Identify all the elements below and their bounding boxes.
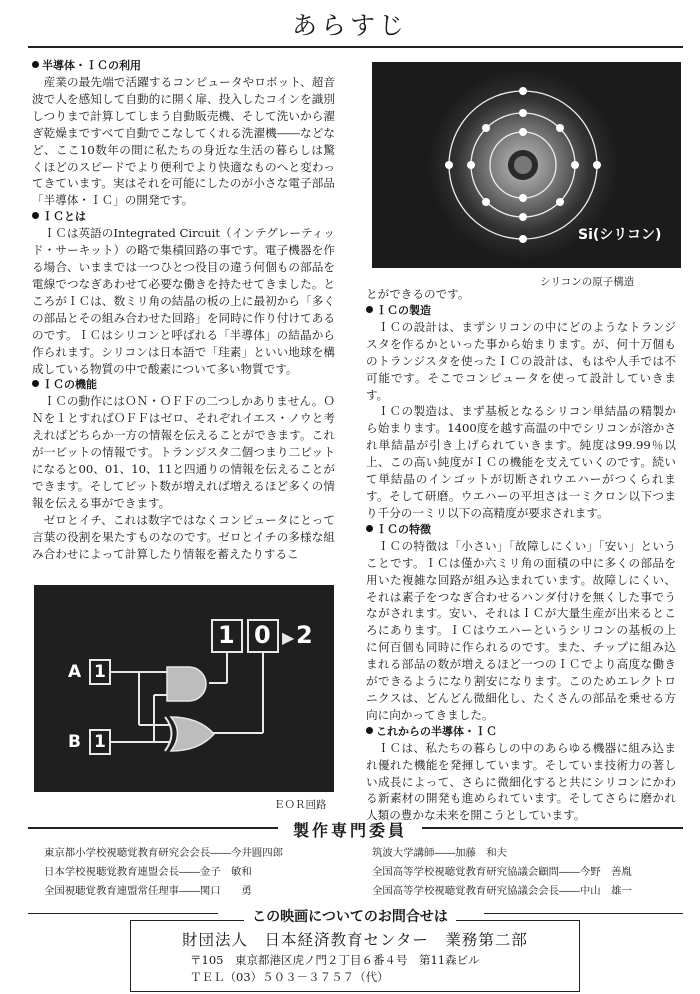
staff-name: 今野 善胤 — [579, 866, 632, 878]
section-heading — [32, 209, 335, 225]
body-paragraph: ＩＣの動作にはＯＮ・ＯＦＦの二つしかありません。ＯＮを１とすればＯＦＦはゼロ、それぞれイエス・ノウと考えればどちらか一方の情報を伝えることができます。これが一ビットの情報です。トランジスタ二個つまり二ビットになると00、01、10、11と四通りの情報を伝えることができます。そしてビット数が増えれば増えるほど多くの情報を伝える事ができます。 — [32, 394, 335, 510]
body-paragraph: 産業の最先端で活躍するコンピュータやロボット、超音波で人を感知して自動的に開く扉、投入したコインを識別しつりまで計算してしまう自動販売機、そして洗いから濯ぎ乾燥まですべて自動でこなしてくれる洗濯機――などなど、ここ10数年の間に私たちの身近な生活の暮らしは驚くほどのスピードでより便利でより快適なものへと変わってきています。実はそれを可能にしたのが小さな電子部品「半導体・ＩＣ」の開発です。 — [32, 75, 335, 208]
section-heading — [32, 58, 335, 74]
staff-name: 中山 雄一 — [579, 885, 632, 897]
circuit-caption: ＥＯＲ回路 — [274, 799, 327, 811]
staff-role: 筑波大学講師 — [372, 847, 435, 859]
staff-row: 全国高等学校視聴覚教育研究協議会会長――中山 雄一 — [372, 885, 632, 897]
body-paragraph: ゼロとイチ、これは数字ではなくコンピュータにとって言葉の役割を果たすものなのです。ゼロとイチの多様な組み合わせによって計算したり情報を蓄えたりするこ — [32, 512, 335, 561]
input-a-value: 1 — [94, 662, 106, 682]
staff-name: 今井圓四郎 — [231, 847, 283, 859]
output-carry: 1 — [218, 621, 235, 649]
body-paragraph: ＩＣの設計は、まずシリコンの中にどのようなトランジスタを作るかといった事から始まります。が、何十万個ものトランジスタを使ったＩＣの設計は、もはや人手では不可能です。そこでコンピュータを使って設計していきます。 — [366, 319, 676, 402]
contact-address: 〒105 東京都港区虎ノ門２丁目６番４号 第11森ビル — [190, 953, 480, 967]
section-heading-text: ＩＣの機能 — [42, 378, 97, 392]
svg-text:▶: ▶ — [282, 628, 295, 647]
bullet-icon — [32, 212, 39, 219]
staff-row: 日本学校視聴覚教育連盟会長――金子 敏和 — [44, 866, 252, 878]
silicon-atom-photo — [372, 62, 681, 268]
bullet-icon — [32, 380, 39, 387]
section-heading-text: ＩＣとは — [42, 210, 86, 224]
staff-name: 加藤 和夫 — [455, 847, 508, 859]
right-column — [366, 286, 676, 824]
body-paragraph: ＩＣの特徴は「小さい」「故障しにくい」「安い」ということです。ＩＣは僅か六ミリ角の面積の中に多くの部品を用いた複雑な回路が組み込まれています。故障しにくい、それは素子をつなぎ合わせるハンダ付けを無くした事でうながされます。安い、それはＩＣが大量生産が出来るところにあります。ＩＣはウエハーというシリコンの基板の上に何百個も同時に作られるのです。また、チップに組み込まれる部品の数が増えるほど一つのＩＣでより高度な働きができるようになり割安になります。このためエレクトロニクスは、どんどん微細化し、たくさんの部品を乗せる方向に向かってきました。 — [366, 538, 676, 722]
body-paragraph: ＩＣの製造は、まず基板となるシリコン単結晶の精製から始まります。1400度を越す高温の中でシリコンが溶かされ単結晶が引き上げられていきます。純度は99.99％以上、この高い純度がＩＣの機能を支えていくのです。続いて単結晶のインゴットが切断されウエハーがつくられます。そして研磨。ウエハーの平坦さは一ミクロン以下つまり千分の一ミリ以下の高精度が要求されます。 — [366, 404, 676, 520]
contact-header — [0, 906, 700, 926]
contact-org: 財団法人 日本経済教育センター 業務第二部 — [182, 931, 528, 949]
atom-caption: シリコンの原子構造 — [540, 276, 635, 288]
body-paragraph: ＩＣは英語のIntegrated Circuit（インテグレーティッド・サーキット）の略で集積回路の事です。電子機器を作る場合、いままでは一つひとつ役目の違う何個もの部品を電線でつなぎあわせて必要な働きを持たせてきました。ところがＩＣは、数ミリ角の結晶の板の上に最初から「多くの部品とその組み合わせた回路」を同時に作り付けてあるのです。ＩＣはシリコンと呼ばれる「半導体」の結晶から作られます。シリコンは日本語で「珪素」といい地球を構成している物質の中で酸素について多い物質です。 — [32, 226, 335, 376]
input-b-value: 1 — [94, 732, 106, 752]
staff-row: 全国視聴覚教育連盟常任理事――関口 勇 — [44, 885, 252, 897]
section-heading — [366, 724, 676, 740]
atom-label: Si(シリコン) — [578, 227, 662, 243]
section-heading — [366, 522, 676, 538]
bullet-icon — [366, 727, 373, 734]
staff-role: 全国高等学校視聴覚教育研究協議会会長 — [372, 885, 560, 897]
staff-right-list — [372, 844, 682, 901]
staff-role: 東京都小学校視聴覚教育研究会会長 — [44, 847, 211, 859]
bullet-icon — [366, 525, 373, 532]
staff-name: 関口 勇 — [199, 885, 252, 897]
staff-left-list — [44, 844, 344, 901]
contact-tel: ＴＥＬ（03）５０３－３７５７（代） — [190, 970, 389, 984]
left-column — [32, 58, 335, 562]
section-heading-text: ＩＣの製造 — [376, 303, 431, 317]
section-heading — [366, 303, 676, 319]
input-a-label: A — [68, 662, 82, 682]
eor-circuit-photo — [34, 585, 334, 792]
bullet-icon — [366, 306, 373, 313]
section-heading-text: 半導体・ＩＣの利用 — [42, 59, 141, 72]
section-heading-text: これからの半導体・ＩＣ — [376, 724, 497, 738]
staff-role: 全国高等学校視聴覚教育研究協議会顧問 — [372, 866, 560, 878]
staff-title: 製作専門委員 — [292, 821, 407, 840]
staff-role: 全国視聴覚教育連盟常任理事 — [44, 885, 180, 897]
result-value: 2 — [296, 621, 313, 649]
input-b-label: B — [68, 732, 81, 752]
contact-header-text: この映画についてのお問合せは — [244, 909, 456, 925]
title-rule — [28, 46, 683, 48]
body-paragraph: ＩＣは、私たちの暮らしの中のあらゆる機器に組み込まれ優れた機能を発揮しています。そしていま技術力の著しい成長によって、さらに微細化すると共にシリコンにかわる新素材の開発も進められています。そしてさらに磨かれ人類の豊かな未来を開こうとしています。 — [366, 740, 676, 823]
section-heading — [32, 377, 335, 393]
bullet-icon — [32, 61, 39, 68]
staff-row: 全国高等学校視聴覚教育研究協議会顧問――今野 善胤 — [372, 866, 632, 878]
continued-text: とができるのです。 — [366, 287, 470, 301]
staff-row: 筑波大学講師――加藤 和夫 — [372, 847, 508, 859]
page-title: あらすじ — [291, 11, 408, 40]
staff-name: 金子 敏和 — [199, 866, 252, 878]
output-sum: 0 — [254, 621, 271, 649]
eor-gate-diagram-icon — [34, 585, 334, 792]
staff-role: 日本学校視聴覚教育連盟会長 — [44, 866, 180, 878]
staff-row: 東京都小学校視聴覚教育研究会会長――今井圓四郎 — [44, 847, 283, 859]
section-heading-text: ＩＣの特徴 — [376, 522, 431, 536]
